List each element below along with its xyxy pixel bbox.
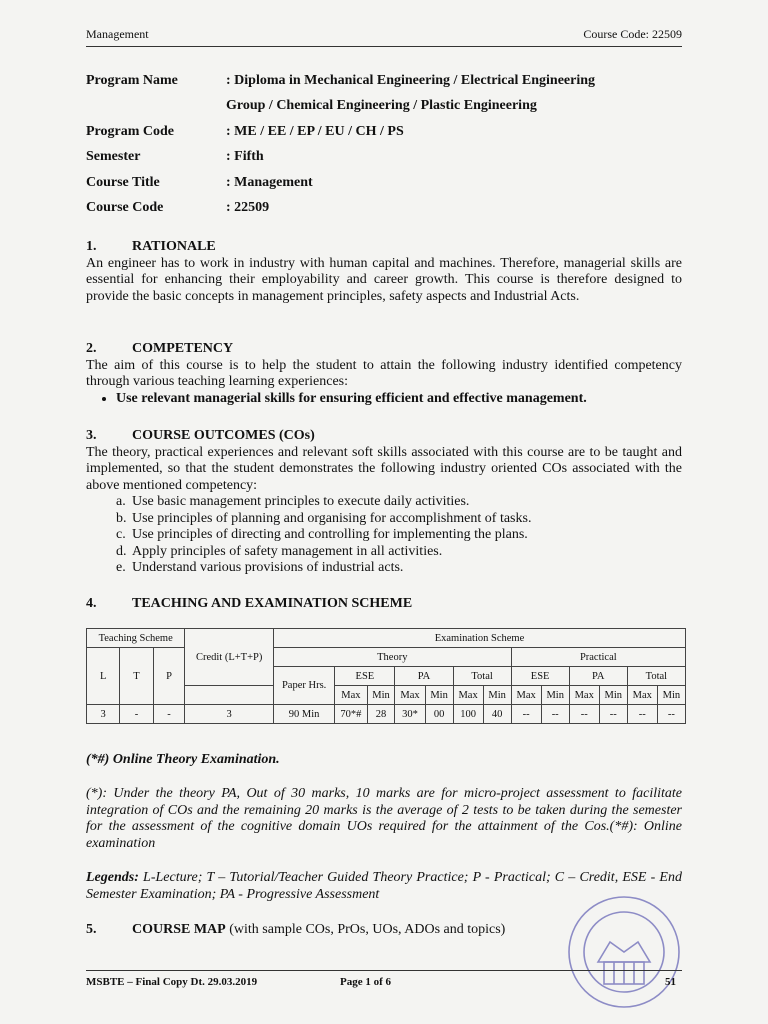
online-exam-note: (*#) Online Theory Examination. xyxy=(86,752,280,767)
section-rationale xyxy=(86,239,682,305)
min-header: Min xyxy=(425,686,453,705)
program-label: Course Code xyxy=(86,200,164,216)
section-text: An engineer has to work in industry with human capital and machines. Therefore, managerial skills are essential for enhancing their employability and career growth. This course is therefore designed to provide the basic concepts in management principles, safety aspects and Industrial Acts. xyxy=(86,255,682,304)
section-heading xyxy=(86,341,682,358)
scheme-table xyxy=(86,628,686,724)
min-header: Min xyxy=(483,686,511,705)
list-letter: a. xyxy=(116,494,126,509)
max-header: Max xyxy=(395,686,425,705)
table-cell: 40 xyxy=(483,705,511,724)
min-header: Min xyxy=(541,686,569,705)
program-row xyxy=(86,145,686,171)
section-title: COURSE OUTCOMES (COs) xyxy=(132,428,315,443)
table-cell: -- xyxy=(511,705,541,724)
legend-label: Legends: xyxy=(86,870,139,885)
program-value: : Management xyxy=(226,174,313,190)
teaching-scheme-header: Teaching Scheme xyxy=(87,629,185,648)
p-header: P xyxy=(153,648,185,705)
footer-divider xyxy=(86,970,682,971)
footer-page-count: Page 1 of 6 xyxy=(340,976,392,988)
header-right: Course Code: 22509 xyxy=(583,27,682,41)
section-title: COMPETENCY xyxy=(132,341,234,356)
practical-header: Practical xyxy=(511,648,685,667)
table-cell: -- xyxy=(599,705,627,724)
section-number: 3. xyxy=(86,428,97,443)
list-text: Use principles of directing and controlling for implementing the plans. xyxy=(132,527,528,542)
program-row xyxy=(86,94,686,120)
table-cell: 30* xyxy=(395,705,425,724)
min-header: Min xyxy=(599,686,627,705)
program-value: : Fifth xyxy=(226,149,264,165)
list-item xyxy=(116,494,682,511)
program-value: : ME / EE / EP / EU / CH / PS xyxy=(226,123,404,139)
program-row xyxy=(86,170,686,196)
program-row xyxy=(86,119,686,145)
t-header: T xyxy=(120,648,153,705)
section-title: TEACHING AND EXAMINATION SCHEME xyxy=(132,596,413,611)
max-header: Max xyxy=(569,686,599,705)
list-letter: b. xyxy=(116,510,127,526)
list-item xyxy=(116,560,682,577)
list-text: Use principles of planning and organising for accomplishment of tasks. xyxy=(132,510,532,526)
min-header: Min xyxy=(367,686,395,705)
list-item xyxy=(116,527,682,544)
list-text: Use basic management principles to execute daily activities. xyxy=(132,494,470,509)
list-letter: e. xyxy=(116,560,126,575)
section-suffix: (with sample COs, PrOs, UOs, ADOs and topics) xyxy=(229,922,506,937)
table-cell: 90 Min xyxy=(273,705,334,724)
list-item xyxy=(116,511,682,528)
legend-text: L-Lecture; T – Tutorial/Teacher Guided Theory Practice; P - Practical; C – Credit, ESE - End Semester Examination; PA - Progressive Assessment xyxy=(86,870,682,902)
exam-scheme-header: Examination Scheme xyxy=(273,629,685,648)
page-header xyxy=(86,27,682,42)
section-number: 2. xyxy=(86,341,97,356)
program-row xyxy=(86,68,686,94)
table-cell: 3 xyxy=(185,705,274,724)
max-header: Max xyxy=(627,686,657,705)
theory-total-header: Total xyxy=(453,667,511,686)
max-header: Max xyxy=(511,686,541,705)
section-heading xyxy=(86,596,682,613)
theory-header: Theory xyxy=(273,648,511,667)
l-header: L xyxy=(87,648,120,705)
list-text: Apply principles of safety management in all activities. xyxy=(132,543,443,559)
table-row xyxy=(87,705,686,724)
section-number: 1. xyxy=(86,239,97,254)
program-details xyxy=(86,68,686,221)
table-cell: 100 xyxy=(453,705,483,724)
section-title: COURSE MAP xyxy=(132,922,226,937)
program-row xyxy=(86,196,686,222)
theory-pa-header: PA xyxy=(395,667,453,686)
competency-bullet: • Use relevant managerial skills for ensuring efficient and effective management. xyxy=(116,391,682,408)
footer-left: MSBTE – Final Copy Dt. 29.03.2019 xyxy=(86,976,258,988)
program-label: Program Code xyxy=(86,123,174,139)
table-cell: 28 xyxy=(367,705,395,724)
table-cell: -- xyxy=(541,705,569,724)
max-header: Max xyxy=(335,686,367,705)
theory-ese-header: ESE xyxy=(335,667,395,686)
list-letter: d. xyxy=(116,543,127,559)
section-course-outcomes xyxy=(86,428,682,577)
program-value: Group / Chemical Engineering / Plastic Engineering xyxy=(226,98,537,114)
max-header: Max xyxy=(453,686,483,705)
program-label: Program Name xyxy=(86,72,178,88)
table-cell: -- xyxy=(569,705,599,724)
program-label: Semester xyxy=(86,149,141,165)
table-cell: - xyxy=(120,705,153,724)
table-cell: 00 xyxy=(425,705,453,724)
section-heading xyxy=(86,239,682,256)
footer-page-number: 51 xyxy=(665,976,676,988)
header-left: Management xyxy=(86,27,149,41)
section-scheme xyxy=(86,596,682,613)
min-header: Min xyxy=(657,686,685,705)
header-divider xyxy=(86,46,682,47)
credit-header: Credit (L+T+P) xyxy=(185,629,274,686)
program-value: : 22509 xyxy=(226,200,270,216)
list-text: Understand various provisions of industrial acts. xyxy=(132,560,404,575)
table-cell: 70*# xyxy=(335,705,367,724)
section-text: The aim of this course is to help the student to attain the following industry identified competency through various teaching learning experiences: xyxy=(86,357,682,389)
section-heading xyxy=(86,428,682,445)
table-cell: - xyxy=(153,705,185,724)
program-label: Course Title xyxy=(86,174,160,190)
list-letter: c. xyxy=(116,527,126,542)
section-number: 4. xyxy=(86,596,97,611)
list-item xyxy=(116,544,682,561)
board-seal-stamp xyxy=(552,890,692,1010)
practical-total-header: Total xyxy=(627,667,685,686)
practical-pa-header: PA xyxy=(569,667,627,686)
table-cell: -- xyxy=(627,705,657,724)
section-text: The theory, practical experiences and relevant soft skills associated with this course are to be taught and implemented, so that the student demonstrates the following industry oriented COs associated with the above mentioned competency: xyxy=(86,444,682,493)
pa-note: (*): Under the theory PA, Out of 30 marks, 10 marks are for micro-project assessment to facilitate integration of COs and the remaining 20 marks is the average of 2 tests to be taken during the semester for the assessment of the cognitive domain UOs required for the attainment of the Cos.(*#): Online examination xyxy=(86,786,682,851)
table-cell: 3 xyxy=(87,705,120,724)
section-number: 5. xyxy=(86,922,97,937)
program-value: : Diploma in Mechanical Engineering / Electrical Engineering xyxy=(226,72,596,88)
paper-hrs-header: Paper Hrs. xyxy=(273,667,334,705)
practical-ese-header: ESE xyxy=(511,667,569,686)
table-cell: -- xyxy=(657,705,685,724)
section-competency xyxy=(86,341,682,407)
section-title: RATIONALE xyxy=(132,239,216,254)
